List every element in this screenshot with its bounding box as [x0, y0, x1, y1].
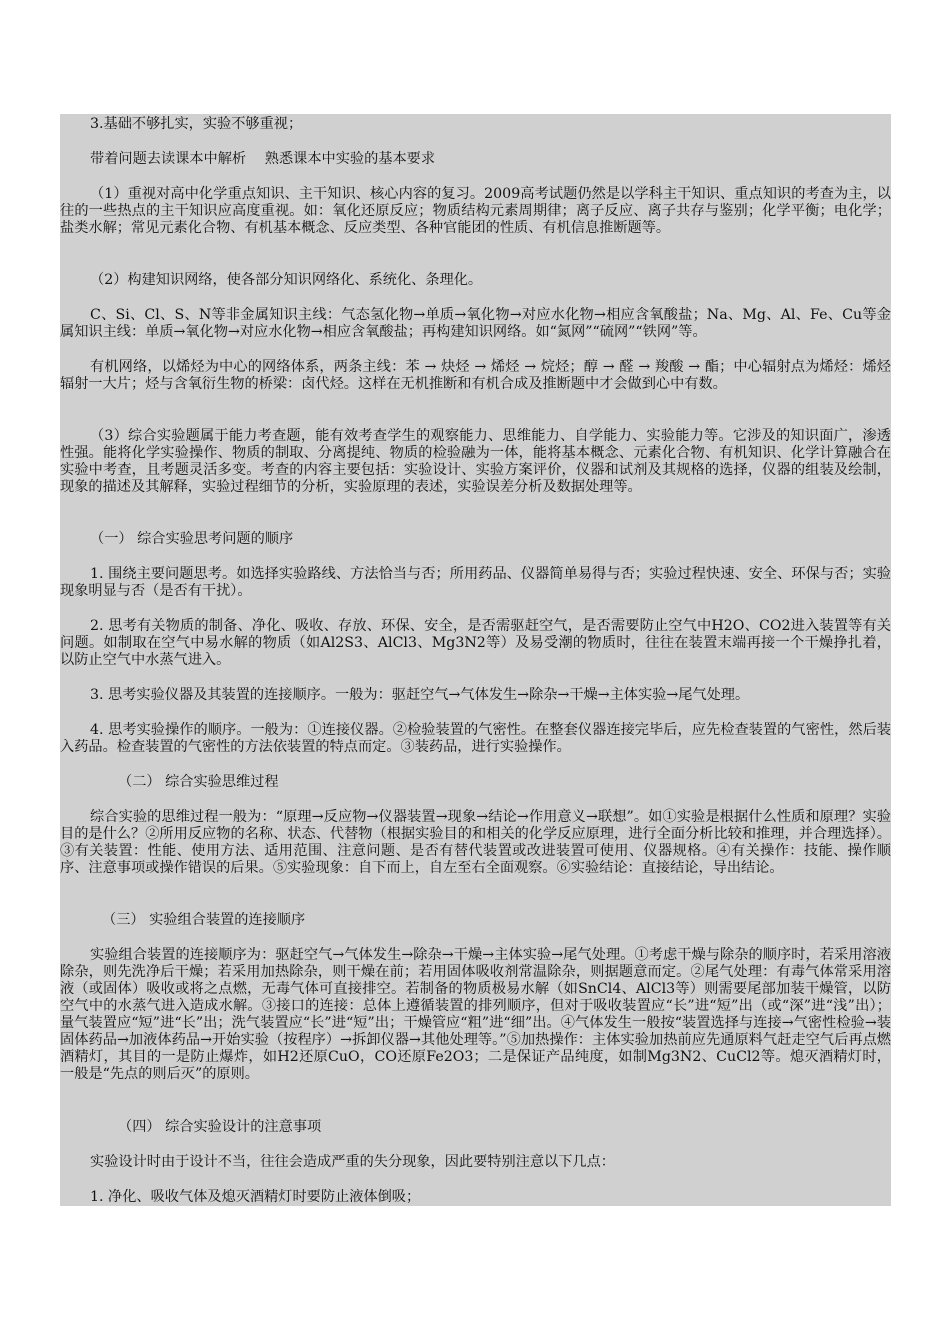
document-page [60, 114, 891, 1206]
paragraph-15: 1. 净化、吸收气体及熄灭酒精灯时要防止液体倒吸； [90, 1189, 421, 1205]
paragraph-7: （3）综合实验题属于能力考查题，能有效考查学生的观察能力、思维能力、自学能力、实验能力等。它涉及的知识面广，渗透性强。能将化学实验操作、物质的制取、分离提纯、物质的检验融为一体，能将基本概念、元素化合物、有机知识、化学计算融合在实验中考查，且考题灵活多变。考查的内容主要包括：实验设计、实验方案评价，仪器和试剂及其规格的选择，仪器的组装及绘制，现象的描述及其解释，实验过程细节的分析，实验原理的表述，实验误差分析及数据处理等。 [60, 428, 891, 495]
paragraph-12: 综合实验的思维过程一般为：“原理→反应物→仪器装置→现象→结论→作用意义→联想”。如①实验是根据什么性质和原理？实验目的是什么？②所用反应物的名称、状态、代替物（根据实验目的和相关的化学反应原理，进行全面分析比较和推理，并合理选择）。③有关装置：性能、使用方法、适用范围、注意问题、是否有替代装置或改进装置可使用、仪器规格。④有关操作：技能、操作顺序、注意事项或操作错误的后果。⑤实验现象：自下而上，自左至右全面观察。⑥实验结论：直接结论，导出结论。 [60, 809, 891, 876]
paragraph-8: 1. 围绕主要问题思考。如选择实验路线、方法恰当与否；所用药品、仪器简单易得与否；实验过程快速、安全、环保与否；实验现象明显与否（是否有干扰）。 [60, 566, 891, 599]
paragraph-5: C、Si、Cl、S、N等非金属知识主线：气态氢化物→单质→氧化物→对应水化物→相应含氧酸盐；Na、Mg、Al、Fe、Cu等金属知识主线：单质→氧化物→对应水化物→相应含氧酸盐；再构建知识网络。如“氮网”“硫网”“铁网”等。 [60, 307, 891, 340]
section-heading-1: （一） 综合实验思考问题的顺序 [90, 531, 294, 547]
paragraph-14: 实验设计时由于设计不当，往往会造成严重的失分现象，因此要特别注意以下几点： [90, 1154, 615, 1170]
paragraph-11: 4. 思考实验操作的顺序。一般为：①连接仪器。②检验装置的气密性。在整套仪器连接完毕后，应先检查装置的气密性，然后装入药品。检查装置的气密性的方法依装置的特点而定。③装药品，进行实验操作。 [60, 722, 891, 755]
paragraph-10: 3. 思考实验仪器及其装置的连接顺序。一般为：驱赶空气→气体发生→除杂→干燥→主体实验→尾气处理。 [90, 687, 750, 703]
section-heading-4: （四） 综合实验设计的注意事项 [118, 1119, 322, 1135]
paragraph-13: 实验组合装置的连接顺序为：驱赶空气→气体发生→除杂→干燥→主体实验→尾气处理。①考虑干燥与除杂的顺序时，若采用溶液除杂，则先洗净后干燥；若采用加热除杂，则干燥在前；若用固体吸收剂常温除杂，则据题意而定。②尾气处理：有毒气体常采用溶液（或固体）吸收或将之点燃，无毒气体可直接排空。若制备的物质极易水解（如SnCl4、AlCl3等）则需要尾部加装干燥管，以防空气中的水蒸气进入造成水解。③接口的连接：总体上遵循装置的排列顺序，但对于吸收装置应“长”进“短”出（或“深”进“浅”出）；量气装置应“短”进“长”出；洗气装置应“长”进“短”出；干燥管应“粗”进“细”出。④气体发生一般按“装置选择与连接→气密性检验→装固体药品→加液体药品→开始实验（按程序）→拆卸仪器→其他处理等。”⑤加热操作：主体实验加热前应先通原料气赶走空气后再点燃酒精灯，其目的一是防止爆炸，如H2还原CuO，CO还原Fe2O3；二是保证产品纯度，如制Mg3N2、CuCl2等。熄灭酒精灯时，一般是“先点的则后灭”的原则。 [60, 947, 891, 1082]
paragraph-3: （1）重视对高中化学重点知识、主干知识、核心内容的复习。2009高考试题仍然是以学科主干知识、重点知识的考查为主，以往的一些热点的主干知识应高度重视。如：氧化还原反应；物质结构元素周期律；离子反应、离子共存与鉴别；化学平衡；电化学；盐类水解；常见元素化合物、有机基本概念、反应类型、各种官能团的性质、有机信息推断题等。 [60, 186, 891, 236]
paragraph-4: （2）构建知识网络，使各部分知识网络化、系统化、条理化。 [90, 272, 483, 288]
paragraph-1: 3.基础不够扎实，实验不够重视； [90, 116, 303, 132]
paragraph-9: 2. 思考有关物质的制备、净化、吸收、存放、环保、安全，是否需驱赶空气，是否需要防止空气中H2O、CO2进入装置等有关问题。如制取在空气中易水解的物质（如Al2S3、AlCl3、Mg3N2等）及易受潮的物质时，往往在装置末端再接一个干燥挣扎着，以防止空气中水蒸气进入。 [60, 618, 891, 668]
paragraph-6: 有机网络，以烯烃为中心的网络体系，两条主线：苯 → 炔烃 → 烯烃 → 烷烃；醇 → 醛 → 羧酸 → 酯；中心辐射点为烯烃：烯烃辐射一大片；烃与含氧衍生物的桥梁：卤代烃。这样在无机推断和有机合成及推断题中才会做到心中有数。 [60, 359, 891, 392]
section-heading-3: （三） 实验组合装置的连接顺序 [102, 912, 306, 928]
paragraph-2: 带着问题去读课本中解析 熟悉课本中实验的基本要求 [90, 151, 436, 167]
section-heading-2: （二） 综合实验思维过程 [118, 774, 279, 790]
